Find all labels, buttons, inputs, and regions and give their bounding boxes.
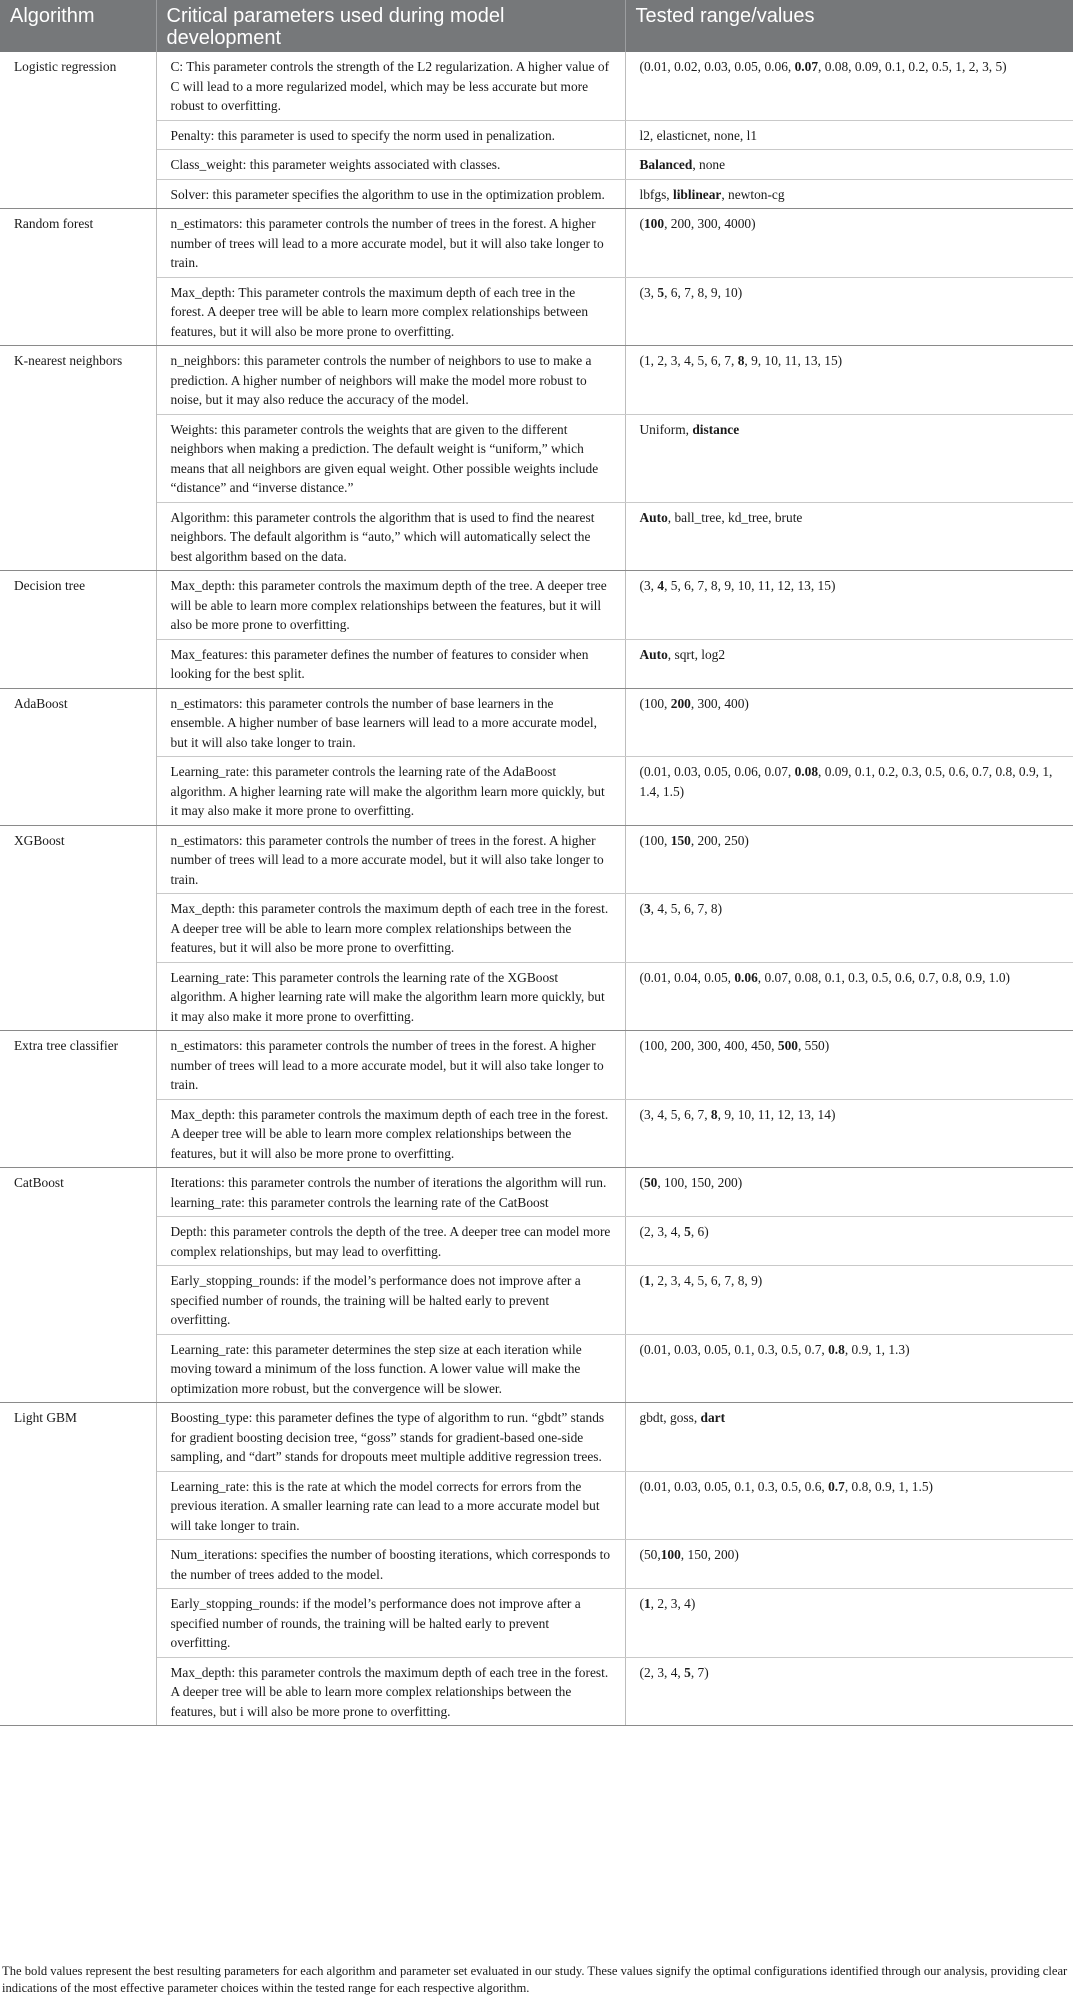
table-row — [0, 414, 1073, 502]
best-value: 150 — [670, 832, 691, 848]
table-row — [0, 1471, 1073, 1540]
header-row — [0, 0, 1073, 52]
tested-values-cell — [625, 1266, 1073, 1335]
tested-values-cell — [625, 1099, 1073, 1168]
value-text: , 550) — [797, 1038, 830, 1053]
tested-values-cell — [625, 52, 1073, 120]
value-text: , 100, 150, 200) — [657, 1175, 743, 1190]
best-value: 5 — [657, 284, 665, 300]
parameter-description-cell: Learning_rate: this is the rate at which the model corrects for errors from the previous iteration. A smaller learning rate can lead to a more accurate model but will take longer to train. — [156, 1471, 625, 1540]
value-text: ( — [639, 901, 644, 916]
parameter-description-cell: Learning_rate: this parameter determines the step size at each iteration while moving toward a minimum of the loss function. A lower value will make the optimization more robust, but the convergence will be slower. — [156, 1334, 625, 1403]
table-row — [0, 571, 1073, 640]
table-row — [0, 688, 1073, 757]
table-row — [0, 1589, 1073, 1658]
tested-values-cell — [625, 571, 1073, 640]
parameter-description-cell: Learning_rate: This parameter controls the learning rate of the XGBoost algorithm. A higher learning rate will make the algorithm learn more quickly, but it may also make it more prone to overfitting. — [156, 962, 625, 1031]
value-text: , sqrt, log2 — [667, 646, 726, 662]
best-value: 0.08 — [794, 764, 819, 779]
value-text: (0.01, 0.02, 0.03, 0.05, 0.06, — [639, 59, 795, 74]
parameter-description-cell: Learning_rate: this parameter controls the learning rate of the AdaBoost algorithm. A higher learning rate will make the algorithm learn more quickly, but it may also make it more prone to overfitting. — [156, 757, 625, 826]
tested-values-cell — [625, 825, 1073, 894]
parameter-description-cell: Max_depth: this parameter controls the maximum depth of each tree in the forest. A deeper tree will be able to learn more complex relationships between the features, but i will also be more prone to overfitting. — [156, 1657, 625, 1726]
parameter-description-cell: Algorithm: this parameter controls the algorithm that is used to find the nearest neighbors. The default algorithm is “auto,” which will automatically select the best algorithm based on the data. — [156, 502, 625, 571]
algorithm-cell: Light GBM — [0, 1403, 156, 1726]
tested-values-cell — [625, 1031, 1073, 1100]
tested-values-cell — [625, 688, 1073, 757]
tested-values-cell — [625, 179, 1073, 209]
tested-values-cell — [625, 1403, 1073, 1472]
value-text: , none — [692, 157, 726, 172]
best-value: 1 — [643, 1273, 651, 1288]
table-row — [0, 346, 1073, 415]
best-value: Auto — [639, 509, 668, 525]
table-row — [0, 277, 1073, 346]
value-text: ( — [639, 1596, 644, 1611]
table-row — [0, 150, 1073, 180]
value-text: , 9, 10, 11, 13, 15) — [744, 353, 843, 368]
parameter-description-cell: n_neighbors: this parameter controls the number of neighbors to use to make a prediction. A higher number of neighbors will make the model more robust to noise, but it may also reduce the accuracy of the model. — [156, 346, 625, 415]
parameter-description-cell: Iterations: this parameter controls the number of iterations the algorithm will run. learning_rate: this parameter controls the learning rate of the CatBoost — [156, 1168, 625, 1217]
best-value: 3 — [643, 901, 651, 916]
value-text: , 6) — [690, 1224, 709, 1239]
parameter-description-cell: Weights: this parameter controls the weights that are given to the different neighbors when making a prediction. The default weight is “uniform,” which means that all neighbors are given equal weight. Other possible weights include “distance” and “inverse distance.” — [156, 414, 625, 502]
value-text: (2, 3, 4, — [639, 1664, 685, 1680]
parameter-description-cell: Max_depth: this parameter controls the maximum depth of the tree. A deeper tree will be able to learn more complex relationships between the features, but it will also be more prone to overfitting. — [156, 571, 625, 640]
parameter-description-cell: Early_stopping_rounds: if the model’s performance does not improve after a specified number of rounds, the training will be halted early to prevent overfitting. — [156, 1589, 625, 1658]
value-text: ( — [639, 1273, 644, 1288]
best-value: 0.8 — [828, 1341, 845, 1357]
best-value: 100 — [660, 1547, 681, 1562]
best-value: liblinear — [672, 186, 722, 202]
tested-values-cell — [625, 277, 1073, 346]
algorithm-cell: Random forest — [0, 209, 156, 346]
value-text: (50, — [639, 1547, 661, 1562]
value-text: , 7) — [690, 1664, 709, 1680]
tested-values-cell — [625, 414, 1073, 502]
value-text: , 0.09, 0.1, 0.2, 0.3, 0.5, 0.6, 0.7, 0.8, 0.9, 1, 1.4, 1.5) — [639, 764, 1053, 799]
header-parameters: Critical parameters used during model development — [156, 0, 625, 52]
value-text: , 150, 200) — [680, 1547, 739, 1562]
best-value: 5 — [684, 1664, 691, 1680]
value-text: (100, 200, 300, 400, 450, — [639, 1038, 778, 1053]
table-row — [0, 1217, 1073, 1266]
tested-values-cell — [625, 1589, 1073, 1658]
best-value: 100 — [643, 216, 665, 231]
table-row — [0, 179, 1073, 209]
algorithm-cell: Extra tree classifier — [0, 1031, 156, 1168]
parameter-description-cell: Num_iterations: specifies the number of boosting iterations, which corresponds to the number of trees added to the model. — [156, 1540, 625, 1589]
parameter-description-cell: n_estimators: this parameter controls the number of trees in the forest. A higher number of trees will lead to a more accurate model, but it will also take longer to train. — [156, 209, 625, 278]
value-text: l2, elasticnet, none, l1 — [639, 127, 758, 143]
table-row — [0, 1266, 1073, 1335]
tested-values-cell — [625, 962, 1073, 1031]
table-row — [0, 502, 1073, 571]
table-row — [0, 962, 1073, 1031]
table-body — [0, 52, 1073, 1726]
parameter-description-cell: Early_stopping_rounds: if the model’s performance does not improve after a specified number of rounds, the training will be halted early to prevent overfitting. — [156, 1266, 625, 1335]
value-text: , 5, 6, 7, 8, 9, 10, 11, 12, 13, 15) — [664, 578, 836, 593]
tested-values-cell — [625, 209, 1073, 278]
value-text: (3, 4, 5, 6, 7, — [639, 1106, 711, 1122]
value-text: , newton-cg — [721, 186, 785, 202]
header-values: Tested range/values — [625, 0, 1073, 52]
tested-values-cell — [625, 1334, 1073, 1403]
best-value: dart — [700, 1410, 726, 1425]
value-text: , 200, 300, 4000) — [664, 216, 756, 231]
best-value: Balanced — [639, 157, 693, 172]
value-text: , 9, 10, 11, 12, 13, 14) — [717, 1106, 836, 1122]
tested-values-cell — [625, 1540, 1073, 1589]
table-row — [0, 1334, 1073, 1403]
tested-values-cell — [625, 639, 1073, 688]
table-row — [0, 825, 1073, 894]
table-row — [0, 1540, 1073, 1589]
best-value: 0.7 — [828, 1478, 845, 1494]
parameter-description-cell: n_estimators: this parameter controls the number of base learners in the ensemble. A higher number of base learners will lead to a more accurate model, but it will also take longer to train. — [156, 688, 625, 757]
parameter-description-cell: Class_weight: this parameter weights associated with classes. — [156, 150, 625, 180]
value-text: , 4, 5, 6, 7, 8) — [650, 901, 723, 916]
parameter-description-cell: Max_features: this parameter defines the number of features to consider when looking for the best split. — [156, 639, 625, 688]
value-text: , 0.9, 1, 1.3) — [844, 1341, 910, 1357]
tested-values-cell — [625, 120, 1073, 150]
tested-values-cell — [625, 1217, 1073, 1266]
value-text: (2, 3, 4, — [639, 1224, 685, 1239]
table-row — [0, 1168, 1073, 1217]
best-value: 5 — [684, 1224, 691, 1239]
value-text: , 0.07, 0.08, 0.1, 0.3, 0.5, 0.6, 0.7, 0.8, 0.9, 1.0) — [757, 969, 1010, 985]
value-text: (0.01, 0.03, 0.05, 0.1, 0.3, 0.5, 0.7, — [639, 1341, 829, 1357]
value-text: , 200, 250) — [690, 832, 749, 848]
tested-values-cell — [625, 1471, 1073, 1540]
table-row — [0, 52, 1073, 120]
table-row — [0, 1031, 1073, 1100]
value-text: , ball_tree, kd_tree, brute — [667, 509, 803, 525]
best-value: 500 — [777, 1038, 798, 1053]
algorithm-cell: K-nearest neighbors — [0, 346, 156, 571]
algorithm-cell: CatBoost — [0, 1168, 156, 1403]
tested-values-cell — [625, 1168, 1073, 1217]
value-text: (100, — [639, 695, 671, 711]
table-header — [0, 0, 1073, 52]
parameter-description-cell: Depth: this parameter controls the depth of the tree. A deeper tree can model more complex relationships, but may lead to overfitting. — [156, 1217, 625, 1266]
value-text: , 2, 3, 4) — [650, 1596, 696, 1611]
value-text: (0.01, 0.04, 0.05, — [639, 969, 735, 985]
table-row — [0, 120, 1073, 150]
parameter-description-cell: n_estimators: this parameter controls the number of trees in the forest. A higher number of trees will lead to a more accurate model, but it will also take longer to train. — [156, 1031, 625, 1100]
best-value: distance — [692, 421, 740, 437]
parameter-description-cell: Solver: this parameter specifies the algorithm to use in the optimization problem. — [156, 179, 625, 209]
tested-values-cell — [625, 1657, 1073, 1726]
best-value: 50 — [643, 1175, 658, 1190]
parameter-description-cell: n_estimators: this parameter controls the number of trees in the forest. A higher number of trees will lead to a more accurate model, but it will also take longer to train. — [156, 825, 625, 894]
value-text: (100, — [639, 832, 671, 848]
best-value: 0.07 — [794, 59, 819, 74]
table-row — [0, 894, 1073, 963]
best-value: 8 — [737, 353, 745, 368]
value-text: (0.01, 0.03, 0.05, 0.06, 0.07, — [639, 764, 795, 779]
parameter-description-cell: Boosting_type: this parameter defines the type of algorithm to run. “gbdt” stands for gradient boosting decision tree, “goss” stands for gradient-based one-side sampling, and “dart” stands for dropouts meet multiple additive regression trees. — [156, 1403, 625, 1472]
value-text: , 2, 3, 4, 5, 6, 7, 8, 9) — [650, 1273, 763, 1288]
value-text: ( — [639, 1175, 644, 1190]
value-text: , 0.8, 0.9, 1, 1.5) — [844, 1478, 933, 1494]
value-text: (0.01, 0.03, 0.05, 0.1, 0.3, 0.5, 0.6, — [639, 1478, 829, 1494]
tested-values-cell — [625, 150, 1073, 180]
algorithm-cell: XGBoost — [0, 825, 156, 1031]
value-text: gbdt, goss, — [639, 1410, 701, 1425]
table-row — [0, 757, 1073, 826]
best-value: 0.06 — [734, 969, 758, 985]
table-footnote: The bold values represent the best resulting parameters for each algorithm and parameter set evaluated in our study. These values signify the optimal configurations identified through our analysis, providing clear indications of the most effective parameter choices within the tested range for each respective algorithm. — [2, 1963, 1068, 1995]
table-row — [0, 639, 1073, 688]
best-value: 4 — [657, 578, 665, 593]
header-algorithm: Algorithm — [0, 0, 156, 52]
value-text: , 6, 7, 8, 9, 10) — [664, 284, 743, 300]
table-row — [0, 209, 1073, 278]
tested-values-cell — [625, 757, 1073, 826]
value-text: (3, — [639, 578, 658, 593]
parameter-description-cell: Max_depth: this parameter controls the maximum depth of each tree in the forest. A deeper tree will be able to learn more complex relationships between the features, but it will also be more prone to overfitting. — [156, 1099, 625, 1168]
table-row — [0, 1099, 1073, 1168]
parameter-description-cell: Max_depth: this parameter controls the maximum depth of each tree in the forest. A deeper tree will be able to learn more complex relationships between the features, but it will also be more prone to overfitting. — [156, 894, 625, 963]
best-value: Auto — [639, 646, 668, 662]
value-text: (3, — [639, 284, 658, 300]
value-text: (1, 2, 3, 4, 5, 6, 7, — [639, 353, 738, 368]
parameter-description-cell: Max_depth: This parameter controls the maximum depth of each tree in the forest. A deeper tree will be able to learn more complex relationships between features, but it will also be more prone to overfitting. — [156, 277, 625, 346]
tested-values-cell — [625, 346, 1073, 415]
algorithm-cell: Decision tree — [0, 571, 156, 689]
parameter-description-cell: Penalty: this parameter is used to specify the norm used in penalization. — [156, 120, 625, 150]
value-text: ( — [639, 216, 644, 231]
tested-values-cell — [625, 502, 1073, 571]
value-text: , 0.08, 0.09, 0.1, 0.2, 0.5, 1, 2, 3, 5) — [818, 59, 1007, 74]
best-value: 1 — [643, 1596, 651, 1611]
best-value: 8 — [710, 1106, 718, 1122]
value-text: , 300, 400) — [690, 695, 749, 711]
algorithm-cell: AdaBoost — [0, 688, 156, 825]
algorithm-cell: Logistic regression — [0, 52, 156, 209]
tested-values-cell — [625, 894, 1073, 963]
table-row — [0, 1403, 1073, 1472]
parameter-description-cell: C: This parameter controls the strength of the L2 regularization. A higher value of C will lead to a more regularized model, which may be less accurate but more robust to overfitting. — [156, 52, 625, 120]
table-row — [0, 1657, 1073, 1726]
best-value: 200 — [670, 695, 691, 711]
value-text: Uniform, — [639, 421, 693, 437]
value-text: lbfgs, — [639, 186, 673, 202]
